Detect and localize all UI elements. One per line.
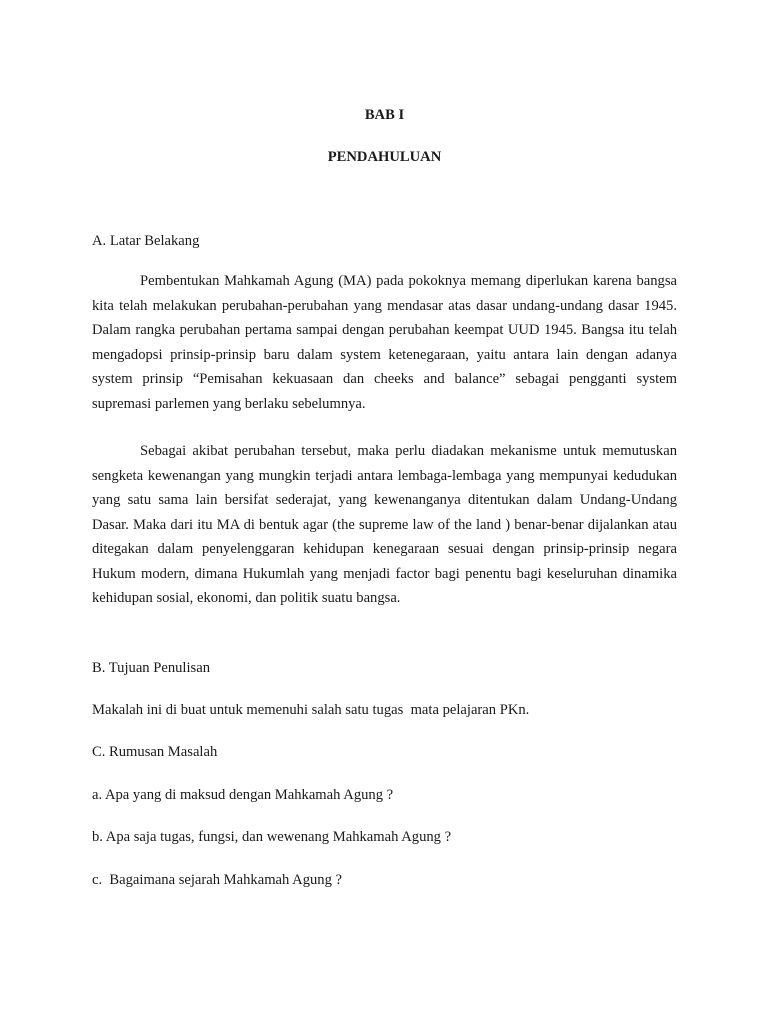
question-b: b. Apa saja tugas, fungsi, dan wewenang Mahkamah Agung ? — [92, 829, 452, 845]
question-c: c. Bagaimana sejarah Mahkamah Agung ? — [92, 872, 343, 888]
section-c-heading: C. Rumusan Masalah — [92, 744, 218, 760]
section-b-heading: B. Tujuan Penulisan — [92, 660, 210, 676]
chapter-title: PENDAHULUAN — [327, 149, 442, 165]
section-a-heading: A. Latar Belakang — [92, 233, 200, 249]
background-paragraph-1: Pembentukan Mahkamah Agung (MA) pada pokoknya memang diperlukan karena bangsa kita telah melakukan perubahan-perubahan yang mendasar atas dasar undang-undang dasar 1945. Dalam rangka perubahan pertama sampai dengan perubahan keempat UUD 1945. Bangsa itu telah mengadopsi prinsip-prinsip baru dalam system ketenegaraan, yaitu antara lain dengan adanya system prinsip “Pemisahan kekuasaan dan cheeks and balance” sebagai pengganti system supremasi parlemen yang berlaku sebelumnya. — [92, 273, 677, 412]
purpose-text: Makalah ini di buat untuk memenuhi salah satu tugas mata pelajaran PKn. — [92, 702, 530, 718]
chapter-number: BAB I — [364, 107, 405, 123]
background-paragraph-2: Sebagai akibat perubahan tersebut, maka perlu diadakan mekanisme untuk memutuskan sengketa kewenangan yang mungkin terjadi antara lembaga-lembaga yang mempunyai kedudukan yang satu sama lain bersifat sederajat, yang kewenanganya ditentukan dalam Undang-Undang Dasar. Maka dari itu MA di bentuk agar (the supreme law of the land ) benar-benar dijalankan atau ditegakan dalam penyelenggaran kehidupan kenegaraan sesuai dengan prinsip-prinsip negara Hukum modern, dimana Hukumlah yang menjadi factor bagi penentu bagi keseluruhan dinamika kehidupan sosial, ekonomi, dan politik suatu bangsa. — [92, 443, 677, 606]
question-a: a. Apa yang di maksud dengan Mahkamah Agung ? — [92, 787, 394, 803]
